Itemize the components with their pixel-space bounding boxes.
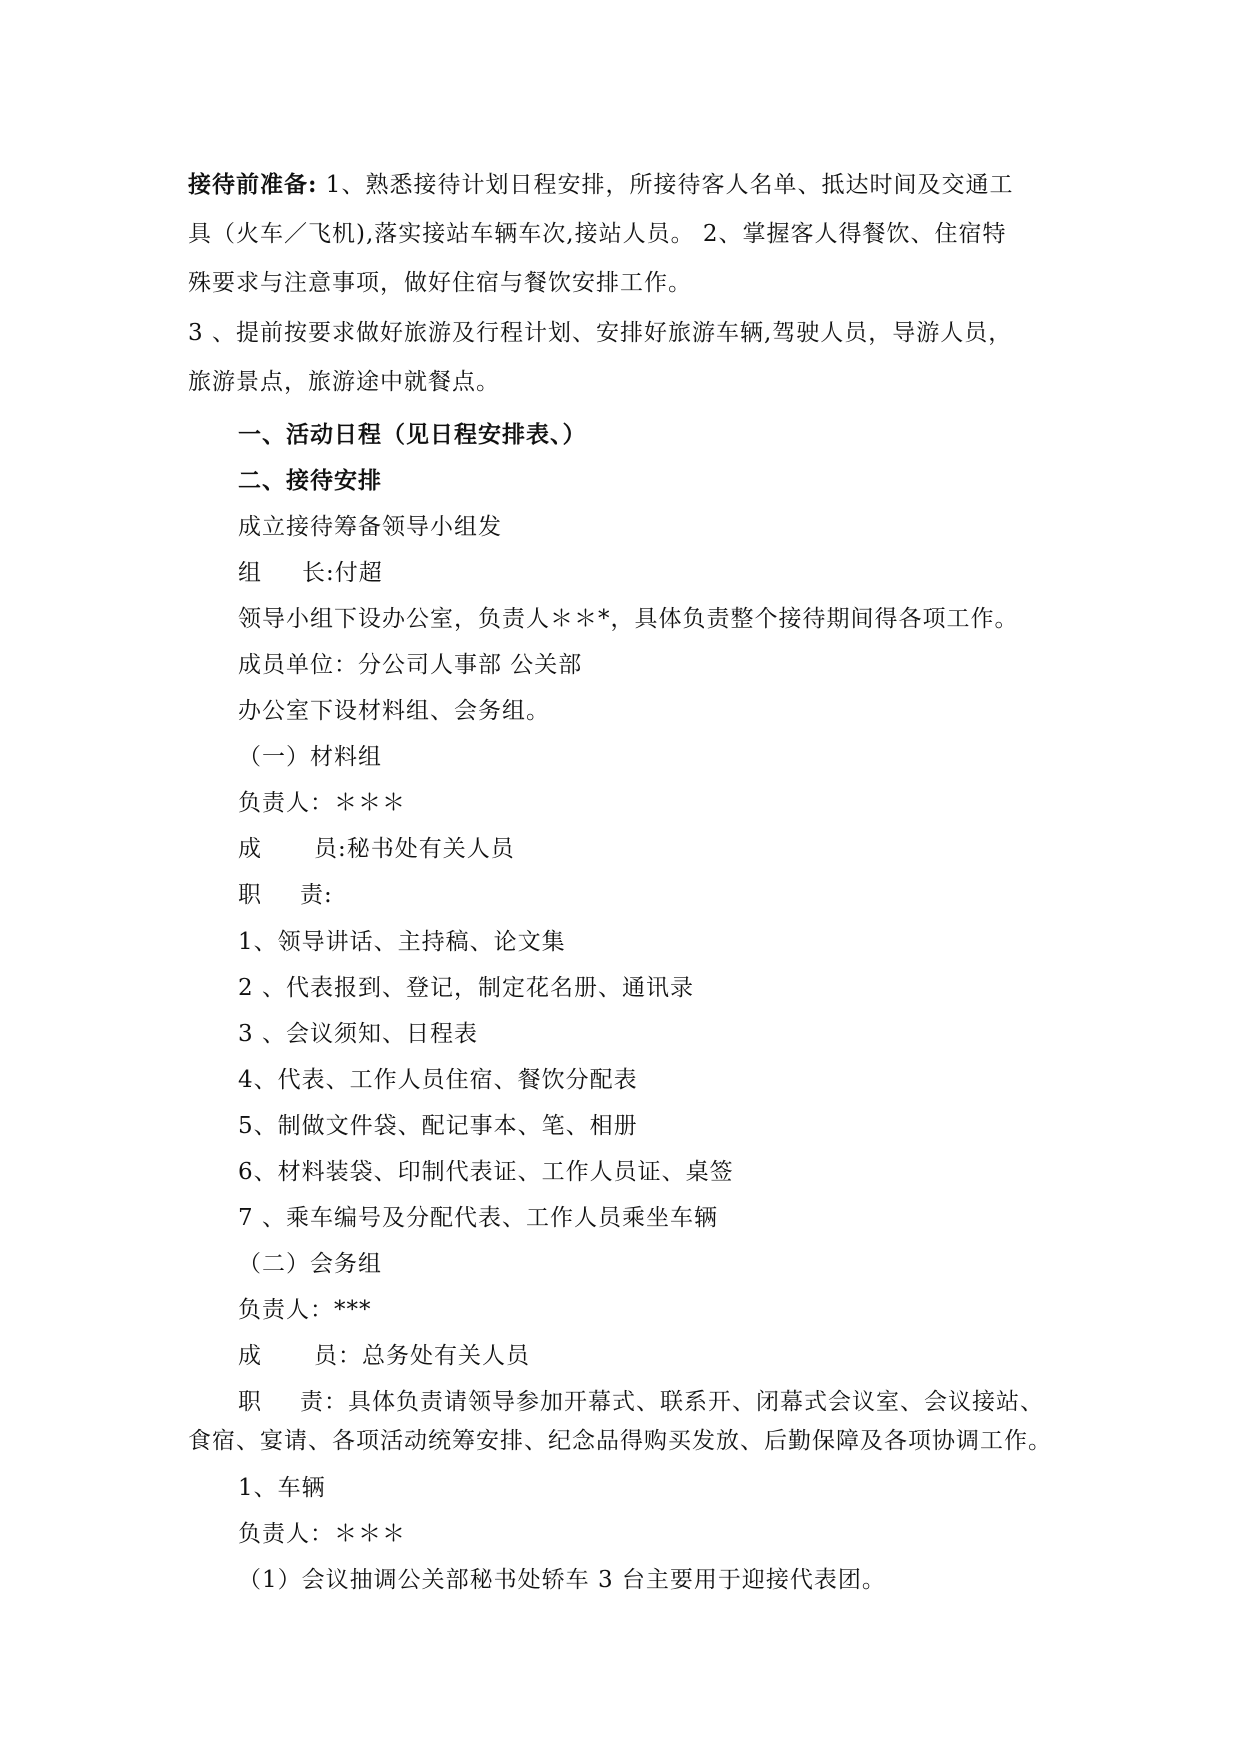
member-label-b: 员:秘书处有关人员: [314, 836, 515, 862]
body-line-18: 负责人：***: [238, 1297, 372, 1323]
body-line-05: 办公室下设材料组、会务组。: [238, 698, 550, 724]
body-line-23: 负责人：＊＊＊: [238, 1521, 406, 1547]
body-line-19: [238, 1341, 530, 1371]
duty-label-2-b: 责：具体负责请领导参加开幕式、联系开、闭幕式会议室、会议接站、: [300, 1389, 1044, 1415]
body-line-06: （一）材料组: [238, 744, 382, 770]
body-line-13: 4、代表、工作人员住宿、餐饮分配表: [238, 1067, 638, 1093]
intro-line-1: [188, 170, 1013, 200]
body-line-15: 6、材料装袋、印制代表证、工作人员证、桌签: [238, 1159, 734, 1185]
member-label-a: 成: [238, 836, 262, 862]
body-line-16: 7 、乘车编号及分配代表、工作人员乘坐车辆: [238, 1205, 718, 1231]
section-heading-schedule: 一、活动日程（见日程安排表、）: [238, 421, 587, 448]
team-leader-label-a: 组: [238, 560, 262, 586]
member-label-2-b: 员：总务处有关人员: [314, 1343, 530, 1369]
body-line-02: [238, 558, 383, 588]
body-line-17: （二）会务组: [238, 1251, 382, 1277]
body-line-12: 3 、会议须知、日程表: [238, 1021, 478, 1047]
team-leader-label-b: 长:付超: [302, 560, 383, 586]
intro-line-5: 旅游景点，旅游途中就餐点。: [188, 369, 500, 395]
member-label-2-a: 成: [238, 1343, 262, 1369]
duty-label-a: 职: [238, 882, 262, 908]
body-line-09: [238, 880, 333, 910]
intro-line-2: 具（火车／飞机),落实接站车辆车次,接站人员。 2、掌握客人得餐饮、住宿特: [188, 221, 1007, 247]
body-line-21: 食宿、宴请、各项活动统筹安排、纪念品得购买发放、后勤保障及各项协调工作。: [188, 1428, 1052, 1454]
section-heading-reception: 二、接待安排: [238, 467, 382, 494]
body-line-22: 1、车辆: [238, 1475, 326, 1501]
body-line-20: [238, 1387, 1044, 1417]
duty-label-b: 责:: [300, 882, 333, 908]
body-line-08: [238, 834, 515, 864]
body-line-10: 1、领导讲话、主持稿、论文集: [238, 929, 566, 955]
body-line-04: 成员单位：分公司人事部 公关部: [238, 652, 583, 678]
intro-label: 接待前准备:: [188, 171, 318, 198]
duty-label-2-a: 职: [238, 1389, 262, 1415]
body-line-11: 2 、代表报到、登记，制定花名册、通讯录: [238, 975, 694, 1001]
intro-text-1: 1、熟悉接待计划日程安排，所接待客人名单、抵达时间及交通工: [317, 172, 1014, 198]
intro-line-4: 3 、提前按要求做好旅游及行程计划、安排好旅游车辆,驾驶人员，导游人员，: [188, 320, 1013, 346]
body-line-03: 领导小组下设办公室，负责人＊＊*，具体负责整个接待期间得各项工作。: [238, 606, 1019, 632]
intro-line-3: 殊要求与注意事项，做好住宿与餐饮安排工作。: [188, 270, 692, 296]
body-line-07: 负责人：＊＊＊: [238, 790, 406, 816]
body-line-24: （1）会议抽调公关部秘书处轿车 3 台主要用于迎接代表团。: [238, 1567, 886, 1593]
body-line-14: 5、制做文件袋、配记事本、笔、相册: [238, 1113, 638, 1139]
body-line-01: 成立接待筹备领导小组发: [238, 514, 502, 540]
